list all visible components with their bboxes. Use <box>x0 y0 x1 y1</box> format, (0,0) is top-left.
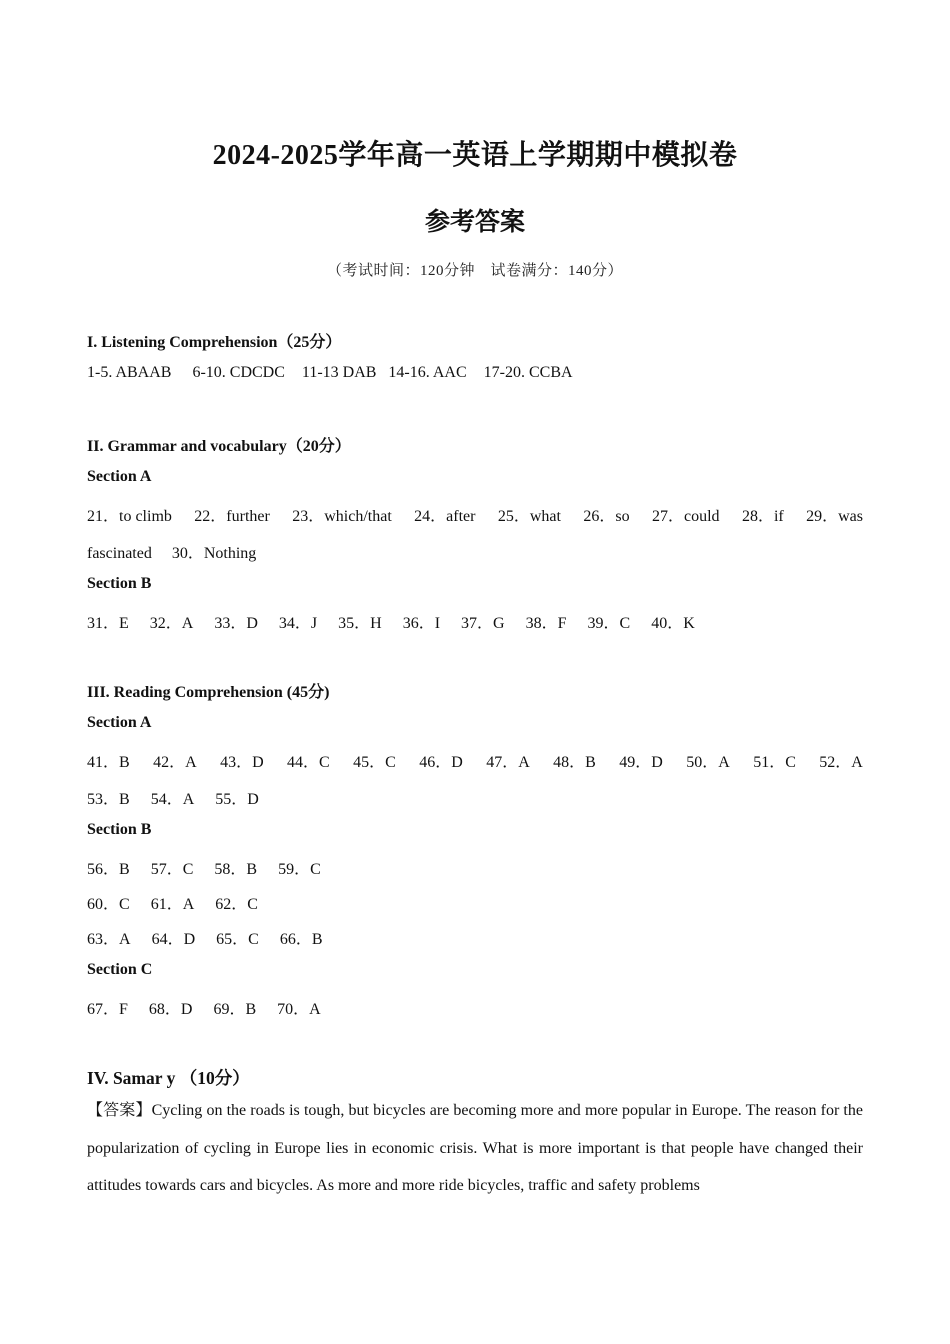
answer-tag: 【答案】 <box>87 1102 152 1119</box>
answer-item: 21．to climb <box>87 508 172 525</box>
answer-item: 33．D <box>214 615 258 632</box>
answer-item: 43．D <box>220 754 264 771</box>
part4-heading: IV. Samar y （10分） <box>87 1068 250 1088</box>
answer-item: 50．A <box>686 754 730 771</box>
part3-section-b-row <box>87 856 863 879</box>
answer-item: 67．F <box>87 1001 128 1018</box>
answer-item: 37．G <box>461 615 505 632</box>
answer-item: 48．B <box>553 754 596 771</box>
answer-item: 34．J <box>278 615 318 632</box>
answer-item: 61．A <box>150 896 195 913</box>
answer-item: 56．B <box>87 861 130 878</box>
summary-answer-paragraph <box>87 1092 863 1205</box>
answer-item: 47．A <box>486 754 530 771</box>
answer-text: Cycling on the roads is tough, but bicycles are becoming more and more popular in Europe. The reason for the popularization of cycling in Europe lies in economic crisis. What is more important is that people have changed their attitudes towards cars and bicycles. As more and more ride bicycles, traffic and safety problems <box>87 1102 863 1194</box>
answer-item: 44．C <box>287 754 330 771</box>
part1-heading: I. Listening Comprehension（25分） <box>87 334 342 351</box>
part3-section-a-label: Section A <box>87 714 152 731</box>
page-title: 2024-2025学年高一英语上学期期中模拟卷 <box>212 140 738 171</box>
answer-item: 45．C <box>353 754 396 771</box>
answer-item: 28．if <box>741 508 784 525</box>
part3-section-c-row <box>87 996 863 1019</box>
answer-item: 14-16. AAC <box>388 364 467 381</box>
part3-section-b-row <box>87 891 863 914</box>
answer-item: 57．C <box>150 861 194 878</box>
answer-item: 26．so <box>583 508 630 525</box>
answer-item: 52．A <box>819 754 863 771</box>
answer-item: 36．I <box>402 615 441 632</box>
part1-answers <box>87 364 863 382</box>
answer-item: 63．A <box>87 931 131 948</box>
answer-item: 66．B <box>279 931 323 948</box>
part3-section-a-row <box>87 786 863 809</box>
answer-item: 60．C <box>87 896 130 913</box>
part2-section-b-row <box>87 610 863 633</box>
answer-item: 32．A <box>149 615 194 632</box>
answer-item: 22．further <box>194 508 270 525</box>
answer-item: 35．H <box>338 615 382 632</box>
answer-item: 25．what <box>497 508 561 525</box>
answer-item: 29．was <box>806 508 863 525</box>
answer-item: 64．D <box>151 931 196 948</box>
answer-item: 49．D <box>619 754 663 771</box>
answer-item: 1-5. ABAAB <box>87 364 172 381</box>
answer-item: 54．A <box>150 791 195 808</box>
answer-item: fascinated <box>87 545 152 562</box>
part2-section-a-row <box>87 540 863 563</box>
part3-heading: III. Reading Comprehension (45分) <box>87 684 330 701</box>
answer-item: 41．B <box>87 754 130 771</box>
part3-section-b-label: Section B <box>87 821 152 838</box>
answer-item: 46．D <box>419 754 463 771</box>
answer-item: 23．which/that <box>292 508 392 525</box>
answer-item: 17-20. CCBA <box>483 364 573 381</box>
answer-item: 53．B <box>87 791 130 808</box>
answer-item: 58．B <box>214 861 258 878</box>
part2-section-a-label: Section A <box>87 468 152 485</box>
answer-item: 59．C <box>278 861 321 878</box>
part2-section-b-label: Section B <box>87 575 152 592</box>
answer-item: 31．E <box>87 615 129 632</box>
answer-item: 27．could <box>651 508 720 525</box>
answer-item: 30．Nothing <box>171 545 257 562</box>
answer-item: 40．K <box>651 615 695 632</box>
answer-item: 11-13 DAB <box>301 364 377 381</box>
part3-section-b-row <box>87 926 863 949</box>
part3-section-a-row <box>87 749 863 772</box>
answer-item: 68．D <box>148 1001 193 1018</box>
answer-item: 51．C <box>753 754 796 771</box>
answer-item: 38．F <box>525 615 567 632</box>
part2-section-a-row <box>87 503 863 526</box>
answer-item: 6-10. CDCDC <box>192 364 285 381</box>
answer-item: 62．C <box>215 896 258 913</box>
part3-section-c-label: Section C <box>87 961 153 978</box>
answer-item: 70．A <box>277 1001 321 1018</box>
exam-info: （考试时间：120分钟 试卷满分：140分） <box>326 263 623 279</box>
answer-item: 69．B <box>213 1001 257 1018</box>
page-subtitle: 参考答案 <box>424 209 525 236</box>
answer-item: 42．A <box>153 754 197 771</box>
part2-heading: II. Grammar and vocabulary（20分） <box>87 438 351 455</box>
answer-item: 39．C <box>587 615 631 632</box>
answer-item: 65．C <box>216 931 259 948</box>
answer-item: 24．after <box>414 508 476 525</box>
answer-item: 55．D <box>215 791 259 808</box>
